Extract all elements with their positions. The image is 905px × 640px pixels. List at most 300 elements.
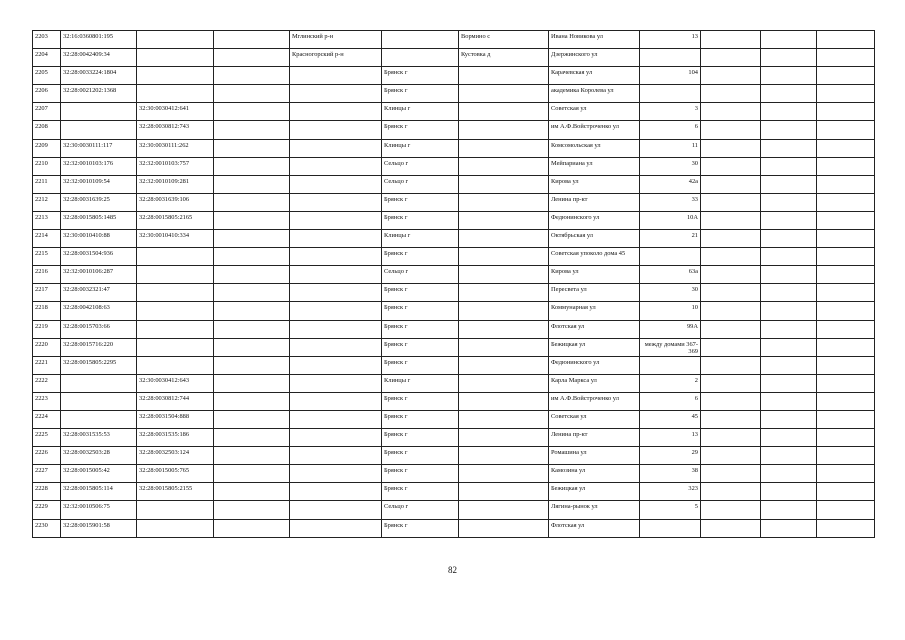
cell-city: Брянск г	[382, 193, 459, 211]
cell-cell-10	[701, 139, 761, 157]
cell-cell-10	[701, 392, 761, 410]
cell-street: Коммунарная ул	[549, 302, 640, 320]
register-table	[32, 30, 875, 538]
table-row	[33, 175, 875, 193]
cell-row-number: 2210	[33, 157, 61, 175]
cell-row-number: 2225	[33, 429, 61, 447]
cell-extra-cell	[214, 85, 290, 103]
cell-district	[290, 338, 382, 356]
cell-building-cadastral-number: 32:28:0031504:888	[137, 410, 214, 428]
cell-cadastral-number: 32:28:0033224:1804	[61, 67, 137, 85]
cell-row-number: 2229	[33, 501, 61, 519]
cell-house-number	[640, 49, 701, 67]
cell-district	[290, 266, 382, 284]
cell-row-number: 2207	[33, 103, 61, 121]
cell-cell-12	[817, 193, 875, 211]
cell-city: Брянск г	[382, 121, 459, 139]
cell-row-number: 2214	[33, 230, 61, 248]
cell-street: Кирова ул	[549, 175, 640, 193]
cell-house-number: 30	[640, 284, 701, 302]
cell-building-cadastral-number: 32:28:0030812:744	[137, 392, 214, 410]
cell-cell-11	[761, 121, 817, 139]
cell-cell-11	[761, 248, 817, 266]
cell-house-number: 42а	[640, 175, 701, 193]
cell-cell-10	[701, 230, 761, 248]
cell-building-cadastral-number: 32:32:0010109:281	[137, 175, 214, 193]
cell-cadastral-number: 32:28:0042108:63	[61, 302, 137, 320]
cell-district	[290, 320, 382, 338]
cell-district	[290, 410, 382, 428]
cell-building-cadastral-number: 32:30:0010410:334	[137, 230, 214, 248]
cell-cell-10	[701, 302, 761, 320]
cell-row-number: 2228	[33, 483, 61, 501]
cell-cell-11	[761, 139, 817, 157]
cell-building-cadastral-number: 32:32:0010103:757	[137, 157, 214, 175]
cell-cell-11	[761, 465, 817, 483]
cell-row-number: 2221	[33, 356, 61, 374]
cell-cadastral-number: 32:28:0032503:28	[61, 447, 137, 465]
cell-district	[290, 374, 382, 392]
cell-street: Советская ул	[549, 410, 640, 428]
cell-cell-10	[701, 67, 761, 85]
cell-house-number: 5	[640, 501, 701, 519]
cell-cell-10	[701, 121, 761, 139]
cell-locality	[459, 85, 549, 103]
cell-locality	[459, 392, 549, 410]
cell-extra-cell	[214, 374, 290, 392]
cell-cadastral-number: 32:28:0031639:25	[61, 193, 137, 211]
table-row	[33, 338, 875, 356]
cell-row-number: 2223	[33, 392, 61, 410]
cell-cell-11	[761, 483, 817, 501]
cell-extra-cell	[214, 211, 290, 229]
cell-building-cadastral-number: 32:28:0015805:2155	[137, 483, 214, 501]
table-row	[33, 410, 875, 428]
page-number: 82	[448, 565, 457, 575]
cell-cell-10	[701, 338, 761, 356]
cell-street: Октябрьская ул	[549, 230, 640, 248]
cell-extra-cell	[214, 193, 290, 211]
cell-cadastral-number: 32:28:0015805:2295	[61, 356, 137, 374]
cell-house-number: 3	[640, 103, 701, 121]
cell-locality	[459, 465, 549, 483]
cell-district	[290, 175, 382, 193]
cell-extra-cell	[214, 266, 290, 284]
cell-district	[290, 193, 382, 211]
cell-house-number	[640, 356, 701, 374]
cell-row-number: 2205	[33, 67, 61, 85]
cell-row-number: 2230	[33, 519, 61, 537]
cell-house-number: 13	[640, 31, 701, 49]
cell-locality	[459, 519, 549, 537]
cell-house-number: 6	[640, 392, 701, 410]
table-row	[33, 302, 875, 320]
cell-row-number: 2226	[33, 447, 61, 465]
cell-cell-12	[817, 447, 875, 465]
cell-cell-10	[701, 447, 761, 465]
cell-building-cadastral-number	[137, 320, 214, 338]
cell-locality	[459, 374, 549, 392]
cell-cell-12	[817, 139, 875, 157]
cell-locality	[459, 429, 549, 447]
cell-row-number: 2224	[33, 410, 61, 428]
cell-extra-cell	[214, 139, 290, 157]
cell-cell-11	[761, 211, 817, 229]
cell-cell-10	[701, 175, 761, 193]
cell-cell-11	[761, 356, 817, 374]
table-row	[33, 501, 875, 519]
cell-cell-10	[701, 320, 761, 338]
cell-cell-11	[761, 266, 817, 284]
cell-cell-11	[761, 320, 817, 338]
cell-cell-11	[761, 284, 817, 302]
cell-locality	[459, 320, 549, 338]
cell-district	[290, 501, 382, 519]
cell-row-number: 2204	[33, 49, 61, 67]
cell-cell-11	[761, 410, 817, 428]
cell-house-number: 33	[640, 193, 701, 211]
cell-district	[290, 519, 382, 537]
cell-building-cadastral-number: 32:30:0030412:641	[137, 103, 214, 121]
cell-cadastral-number	[61, 410, 137, 428]
cell-city: Брянск г	[382, 356, 459, 374]
cell-cell-10	[701, 211, 761, 229]
cell-locality	[459, 410, 549, 428]
cell-cadastral-number: 32:28:0015805:1485	[61, 211, 137, 229]
table-row	[33, 392, 875, 410]
cell-row-number: 2213	[33, 211, 61, 229]
cell-cell-11	[761, 103, 817, 121]
cell-street: Флотская ул	[549, 519, 640, 537]
cell-locality	[459, 211, 549, 229]
cell-cell-12	[817, 356, 875, 374]
cell-house-number: 63а	[640, 266, 701, 284]
cell-locality	[459, 139, 549, 157]
cell-row-number: 2218	[33, 302, 61, 320]
cell-city: Брянск г	[382, 483, 459, 501]
register-table-body	[33, 31, 875, 538]
cell-cell-11	[761, 175, 817, 193]
cell-cell-12	[817, 302, 875, 320]
cell-building-cadastral-number	[137, 248, 214, 266]
cell-cadastral-number: 32:28:0015901:58	[61, 519, 137, 537]
cell-district	[290, 103, 382, 121]
cell-city: Сельцо г	[382, 501, 459, 519]
cell-house-number: 13	[640, 429, 701, 447]
cell-cell-12	[817, 392, 875, 410]
cell-extra-cell	[214, 302, 290, 320]
cell-city: Брянск г	[382, 67, 459, 85]
cell-house-number: 11	[640, 139, 701, 157]
cell-building-cadastral-number	[137, 85, 214, 103]
cell-extra-cell	[214, 175, 290, 193]
cell-row-number: 2227	[33, 465, 61, 483]
cell-cell-10	[701, 410, 761, 428]
cell-extra-cell	[214, 429, 290, 447]
cell-extra-cell	[214, 31, 290, 49]
cell-building-cadastral-number: 32:28:0031535:186	[137, 429, 214, 447]
cell-extra-cell	[214, 447, 290, 465]
cell-house-number: 323	[640, 483, 701, 501]
cell-district	[290, 121, 382, 139]
cell-street: Ромашина ул	[549, 447, 640, 465]
cell-locality	[459, 175, 549, 193]
cell-city: Сельцо г	[382, 157, 459, 175]
cell-row-number: 2219	[33, 320, 61, 338]
cell-row-number: 2220	[33, 338, 61, 356]
cell-street: Федюнинского ул	[549, 356, 640, 374]
table-row	[33, 121, 875, 139]
cell-cell-12	[817, 31, 875, 49]
cell-building-cadastral-number: 32:28:0031639:106	[137, 193, 214, 211]
table-row	[33, 519, 875, 537]
cell-cell-12	[817, 157, 875, 175]
cell-building-cadastral-number	[137, 67, 214, 85]
cell-house-number: 29	[640, 447, 701, 465]
cell-district	[290, 248, 382, 266]
cell-city: Клинцы г	[382, 230, 459, 248]
table-row	[33, 230, 875, 248]
cell-building-cadastral-number	[137, 49, 214, 67]
table-row	[33, 374, 875, 392]
cell-city: Клинцы г	[382, 374, 459, 392]
cell-cell-11	[761, 193, 817, 211]
cell-city: Сельцо г	[382, 175, 459, 193]
cell-cell-12	[817, 374, 875, 392]
cell-cell-10	[701, 49, 761, 67]
cell-cadastral-number: 32:32:0010109:54	[61, 175, 137, 193]
cell-cell-12	[817, 338, 875, 356]
cell-house-number: 45	[640, 410, 701, 428]
cell-cadastral-number: 32:16:0360801:195	[61, 31, 137, 49]
cell-cell-11	[761, 230, 817, 248]
cell-cadastral-number	[61, 103, 137, 121]
cell-cadastral-number: 32:28:0015716:220	[61, 338, 137, 356]
cell-house-number	[640, 519, 701, 537]
cell-cadastral-number: 32:28:0031535:53	[61, 429, 137, 447]
cell-house-number: между домами 367-369	[640, 338, 701, 356]
table-row	[33, 248, 875, 266]
cell-city: Брянск г	[382, 85, 459, 103]
cell-extra-cell	[214, 320, 290, 338]
cell-district: Мглинский р-н	[290, 31, 382, 49]
cell-locality	[459, 501, 549, 519]
cell-cell-12	[817, 410, 875, 428]
cell-cell-11	[761, 374, 817, 392]
cell-building-cadastral-number	[137, 31, 214, 49]
cell-street: им А.Ф.Войстроченко ул	[549, 121, 640, 139]
cell-cadastral-number: 32:30:0010410:88	[61, 230, 137, 248]
cell-cadastral-number: 32:32:0010103:176	[61, 157, 137, 175]
cell-city: Брянск г	[382, 519, 459, 537]
cell-street: Ленина пр-кт	[549, 429, 640, 447]
cell-cadastral-number	[61, 374, 137, 392]
cell-cell-11	[761, 85, 817, 103]
cell-row-number: 2203	[33, 31, 61, 49]
cell-district	[290, 67, 382, 85]
cell-cell-11	[761, 49, 817, 67]
cell-street: Мейпариана ул	[549, 157, 640, 175]
cell-district: Красногорский р-н	[290, 49, 382, 67]
cell-building-cadastral-number	[137, 266, 214, 284]
cell-cadastral-number: 32:28:0015005:42	[61, 465, 137, 483]
cell-district	[290, 429, 382, 447]
cell-row-number: 2212	[33, 193, 61, 211]
cell-street: Карла Маркса ул	[549, 374, 640, 392]
cell-cadastral-number	[61, 392, 137, 410]
cell-extra-cell	[214, 392, 290, 410]
cell-extra-cell	[214, 465, 290, 483]
cell-house-number: 38	[640, 465, 701, 483]
cell-extra-cell	[214, 49, 290, 67]
cell-city: Клинцы г	[382, 139, 459, 157]
cell-cadastral-number: 32:30:0030111:117	[61, 139, 137, 157]
cell-district	[290, 483, 382, 501]
cell-locality	[459, 284, 549, 302]
cell-street: Комсомольская ул	[549, 139, 640, 157]
cell-extra-cell	[214, 519, 290, 537]
cell-street: Бежицкая ул	[549, 338, 640, 356]
cell-row-number: 2215	[33, 248, 61, 266]
cell-street: Бежицкая ул	[549, 483, 640, 501]
cell-building-cadastral-number	[137, 356, 214, 374]
cell-cell-10	[701, 248, 761, 266]
cell-cell-11	[761, 67, 817, 85]
cell-cell-11	[761, 302, 817, 320]
cell-city: Брянск г	[382, 211, 459, 229]
cell-extra-cell	[214, 67, 290, 85]
cell-street: Дзержинского ул	[549, 49, 640, 67]
cell-house-number: 2	[640, 374, 701, 392]
table-row	[33, 483, 875, 501]
cell-locality	[459, 157, 549, 175]
cell-cell-12	[817, 465, 875, 483]
cell-house-number: 21	[640, 230, 701, 248]
cell-building-cadastral-number	[137, 284, 214, 302]
cell-locality	[459, 483, 549, 501]
table-row	[33, 447, 875, 465]
cell-extra-cell	[214, 356, 290, 374]
cell-district	[290, 465, 382, 483]
cell-building-cadastral-number	[137, 501, 214, 519]
cell-cell-10	[701, 501, 761, 519]
cell-street: академика Королева ул	[549, 85, 640, 103]
cell-extra-cell	[214, 248, 290, 266]
cell-extra-cell	[214, 230, 290, 248]
cell-cell-12	[817, 429, 875, 447]
cell-cadastral-number: 32:32:0010506:75	[61, 501, 137, 519]
cell-house-number: 99А	[640, 320, 701, 338]
cell-cadastral-number: 32:28:0032321:47	[61, 284, 137, 302]
cell-cell-11	[761, 157, 817, 175]
cell-cell-11	[761, 31, 817, 49]
cell-cell-10	[701, 519, 761, 537]
cell-district	[290, 284, 382, 302]
cell-extra-cell	[214, 483, 290, 501]
cell-cadastral-number: 32:28:0021202:1368	[61, 85, 137, 103]
cell-district	[290, 356, 382, 374]
cell-street: Советская ул	[549, 103, 640, 121]
cell-district	[290, 447, 382, 465]
cell-cell-10	[701, 85, 761, 103]
cell-cell-10	[701, 193, 761, 211]
cell-city: Брянск г	[382, 410, 459, 428]
cell-cell-11	[761, 447, 817, 465]
cell-cell-12	[817, 85, 875, 103]
table-row	[33, 139, 875, 157]
table-row	[33, 67, 875, 85]
cell-city: Брянск г	[382, 320, 459, 338]
cell-row-number: 2208	[33, 121, 61, 139]
cell-district	[290, 392, 382, 410]
cell-building-cadastral-number	[137, 338, 214, 356]
cell-locality	[459, 193, 549, 211]
cell-city: Брянск г	[382, 392, 459, 410]
cell-building-cadastral-number: 32:28:0032503:124	[137, 447, 214, 465]
cell-extra-cell	[214, 284, 290, 302]
cell-building-cadastral-number: 32:28:0030812:743	[137, 121, 214, 139]
cell-cell-11	[761, 338, 817, 356]
cell-city	[382, 49, 459, 67]
cell-cell-10	[701, 483, 761, 501]
cell-locality	[459, 121, 549, 139]
cell-locality	[459, 447, 549, 465]
cell-building-cadastral-number: 32:30:0030412:643	[137, 374, 214, 392]
cell-house-number	[640, 248, 701, 266]
cell-locality	[459, 248, 549, 266]
cell-house-number: 104	[640, 67, 701, 85]
cell-city: Брянск г	[382, 302, 459, 320]
cell-cadastral-number: 32:28:0031504:936	[61, 248, 137, 266]
cell-locality	[459, 356, 549, 374]
cell-cadastral-number: 32:28:0015805:114	[61, 483, 137, 501]
cell-cell-12	[817, 49, 875, 67]
cell-building-cadastral-number	[137, 519, 214, 537]
cell-cell-11	[761, 501, 817, 519]
cell-cell-10	[701, 31, 761, 49]
cell-street: Кирова ул	[549, 266, 640, 284]
cell-building-cadastral-number	[137, 302, 214, 320]
cell-cell-11	[761, 392, 817, 410]
table-row	[33, 429, 875, 447]
cell-row-number: 2209	[33, 139, 61, 157]
table-row	[33, 49, 875, 67]
cell-locality	[459, 266, 549, 284]
cell-district	[290, 211, 382, 229]
cell-extra-cell	[214, 157, 290, 175]
cell-row-number: 2206	[33, 85, 61, 103]
cell-street: Карачевская ул	[549, 67, 640, 85]
cell-row-number: 2217	[33, 284, 61, 302]
cell-cadastral-number: 32:28:0042409:34	[61, 49, 137, 67]
cell-cell-12	[817, 175, 875, 193]
table-row	[33, 85, 875, 103]
cell-city: Брянск г	[382, 338, 459, 356]
cell-locality	[459, 103, 549, 121]
cell-cell-12	[817, 248, 875, 266]
cell-city: Брянск г	[382, 284, 459, 302]
cell-extra-cell	[214, 410, 290, 428]
cell-cell-12	[817, 483, 875, 501]
cell-cadastral-number	[61, 121, 137, 139]
cell-building-cadastral-number: 32:30:0030111:262	[137, 139, 214, 157]
cell-cell-10	[701, 266, 761, 284]
cell-city	[382, 31, 459, 49]
cell-cell-12	[817, 67, 875, 85]
cell-cell-10	[701, 284, 761, 302]
cell-row-number: 2211	[33, 175, 61, 193]
table-row	[33, 320, 875, 338]
